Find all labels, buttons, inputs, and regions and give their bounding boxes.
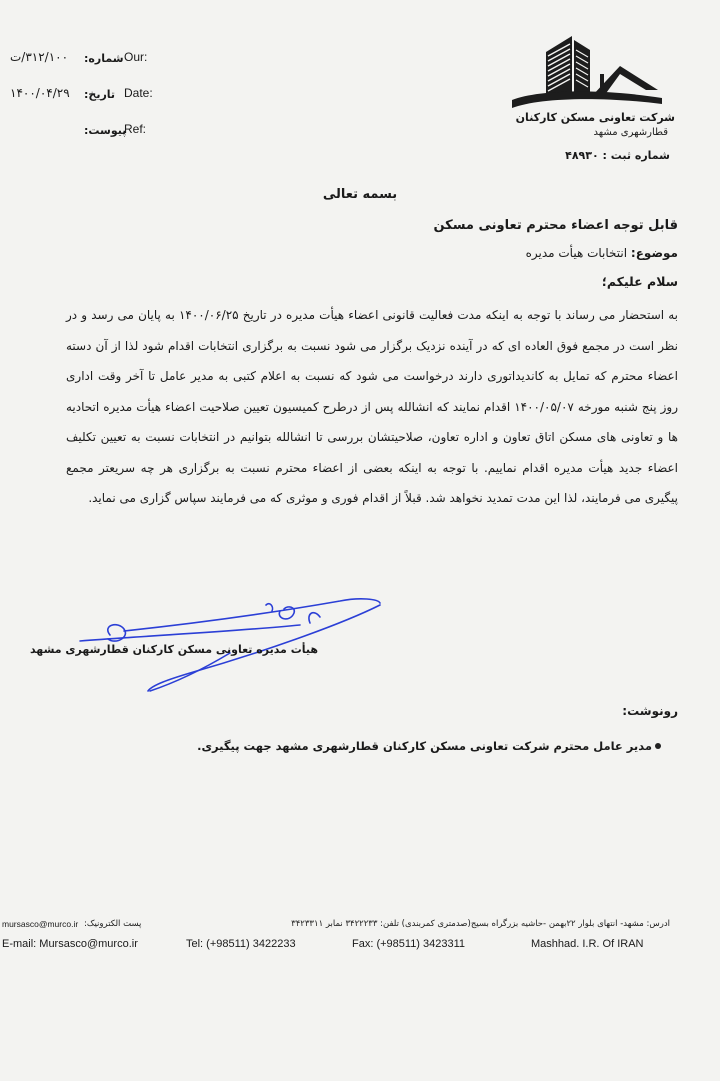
ref-row [8,118,168,154]
letter-body: به استحضار می رساند با توجه به اینکه مدت فعالیت قانونی اعضاء هیأت مدیره در تاریخ ۱۴۰۰/۰۶/۲۵ به پایان می رسد و در نظر است در مجمع فوق العاده ای که در آینده نزدیک برگزار می شود نسبت به برگزاری انتخابات اقدام شود لذا از آن دسته اعضاء محترم که تمایل به کاندیداتوری دارند درخواست می شود که نسبت به اعلام کتبی به مدیر عامل تا آخر وقت اداری روز پنج شنبه مورخه ۱۴۰۰/۰۵/۰۷ اقدام نمایند که انشالله پس از درطرح کمیسیون تعیین صلاحیت اعضاء هیأت مدیره اتحادیه ها و تعاونی های مسکن اتاق تعاون و اداره تعاون، صلاحیتشان بررسی تا انشالله بتوانیم در انتخابات نسبت به تعیین تکلیف اعضاء جدید هیأت مدیره اقدام نماییم. با توجه به اینکه بعضی از اعضاء محترم نسبت به برگزاری هر چه سریعتر مجمع پیگیری می فرمایند، لذا این مدت تمدید نخواهد شد. قبلاً از اقدام فوری و موثری که می فرمایند سپاس گزاری می نماید. [66,308,679,505]
footer-email-short: mursasco@murco.ir [2,919,79,929]
registration-number: شماره ثبت : ۴۸۹۳۰ [565,149,670,162]
greeting: سلام علیکم؛ [601,274,678,289]
company-name: شرکت تعاونی مسکن کارکنان [515,111,675,124]
footer-contact-row [0,938,670,954]
basmala-heading: بسمه تعالی [322,187,398,202]
date-value: ۱۴۰۰/۰۴/۲۹ [10,86,70,100]
number-value: ۳۱۲/۱۰۰/ت [10,50,69,64]
date-row [8,82,168,118]
ref-label-en: Ref: [124,122,147,136]
footer-fax: Fax: (+98511) 3423311 [352,938,466,950]
cc-item: مدیر عامل محترم شرکت تعاونی مسکن کارکنان قطارشهری مشهد جهت پیگیری. [197,739,652,753]
footer-email-label: پست الکترونیک: [84,919,142,929]
subject-line [526,246,678,260]
number-label-fa: شماره: [84,52,124,65]
footer-tel: Tel: (+98511) 3422233 [186,938,296,950]
number-row [8,46,168,82]
company-city: قطارشهری مشهد [593,127,668,138]
company-logo [508,30,668,112]
bullet-icon [655,743,661,749]
signature-caption: هیأت مدیره تعاونی مسکن کارکنان قطارشهری مشهد [29,643,318,656]
letter-meta [8,46,168,154]
footer-address: ادرس: مشهد- انتهای بلوار ۲۲بهمن -حاشیه بزرگراه بسیج(صدمتری کمربندی) تلفن: ۳۴۲۲۲۳۳ نمابر ۳۴۲۳۳۱۱ [291,919,670,929]
subject-text: انتخابات هیأت مدیره [525,246,628,260]
addressee: قابل توجه اعضاء محترم تعاونی مسکن [433,218,678,233]
number-label-en: Our: [124,50,148,64]
date-label-fa: تاریخ: [84,88,116,101]
footer-city: Mashhad. I.R. Of IRAN [531,938,644,950]
date-label-en: Date: [124,86,153,100]
footer-email: E-mail: Mursasco@murco.ir [2,938,138,950]
ref-label-fa: پیوست: [84,124,127,137]
subject-label: موضوع: [630,246,678,260]
cc-title: رونوشت: [622,704,678,718]
building-logo-icon [508,30,668,112]
